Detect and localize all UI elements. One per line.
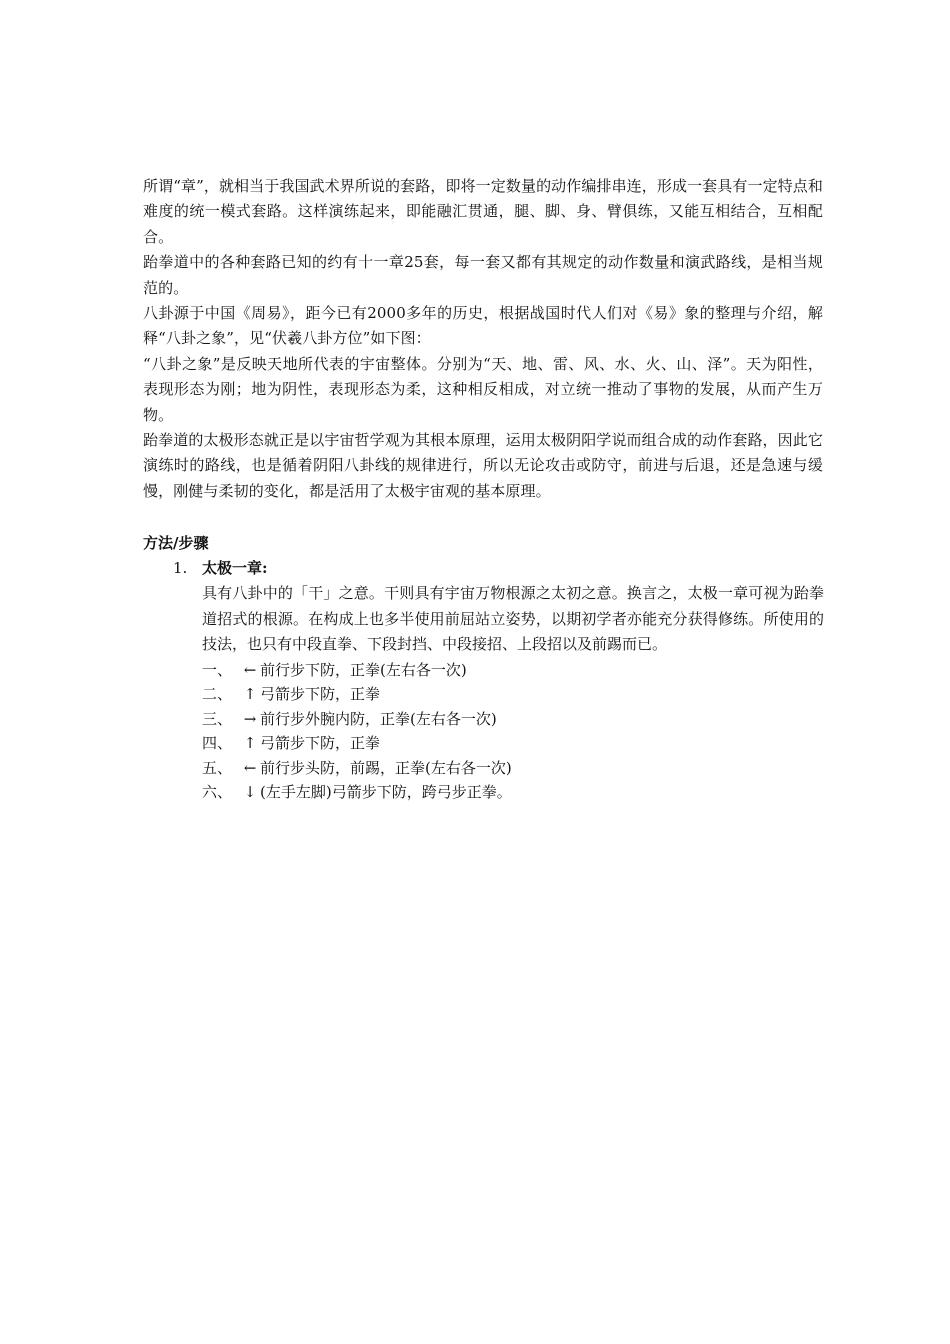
move-list <box>202 658 823 806</box>
move-item <box>202 707 823 732</box>
move-ordinal: 四、 <box>202 734 233 753</box>
paragraph-taiji-principle: 跆拳道的太极形态就正是以宇宙哲学观为其根本原理，运用太极阴阳学说而组合成的动作套路，因此它演练时的路线，也是循着阴阳八卦线的规律进行，所以无论攻击或防守，前进与后退，还是急速与缓慢，刚健与柔韧的变化，都是活用了太极宇宙观的基本原理。 <box>143 431 823 500</box>
arrow-down-icon: ↓ <box>243 783 257 802</box>
move-ordinal: 五、 <box>202 758 233 777</box>
arrow-left-icon: ← <box>243 660 257 679</box>
arrow-right-icon: → <box>243 709 257 728</box>
move-text: (左手左脚)弓箭步下防，跨弓步正拳。 <box>260 783 512 802</box>
arrow-up-icon: ↑ <box>243 685 257 704</box>
move-text: 弓箭步下防，正拳 <box>260 685 381 704</box>
move-ordinal: 二、 <box>202 685 233 704</box>
move-item <box>202 780 823 805</box>
move-item <box>202 682 823 707</box>
step-title: 太极一章: <box>202 559 268 578</box>
paragraph-zhang-definition: 所谓“章”，就相当于我国武术界所说的套路，即将一定数量的动作编排串连，形成一套具有一定特点和难度的统一模式套路。这样演练起来，即能融汇贯通，腿、脚、身、臂俱练，又能互相结合，互相配合。 <box>143 177 823 246</box>
move-text: 前行步外腕内防，正拳(左右各一次) <box>260 709 497 728</box>
move-item <box>202 658 823 683</box>
arrow-left-icon: ← <box>243 758 257 777</box>
move-text: 前行步下防，正拳(左右各一次) <box>260 660 467 679</box>
move-item <box>202 731 823 756</box>
move-item <box>202 756 823 781</box>
move-text: 弓箭步下防，正拳 <box>260 734 381 753</box>
move-text: 前行步头防，前踢，正拳(左右各一次) <box>260 758 512 777</box>
paragraph-routines-count: 跆拳道中的各种套路已知的约有十一章25套，每一套又都有其规定的动作数量和演武路线，是相当规范的。 <box>143 253 823 297</box>
section-title-methods: 方法/步骤 <box>143 534 209 553</box>
document-page <box>143 174 823 805</box>
move-ordinal: 三、 <box>202 709 233 728</box>
step-description: 具有八卦中的「干」之意。干则具有宇宙万物根源之太初之意。换言之，太极一章可视为跆拳道招式的根源。在构成上也多半使用前屈站立姿势，以期初学者亦能充分获得修练。所使用的技法，也只有中段直拳、下段封挡、中段接招、上段招以及前踢而已。 <box>202 584 824 654</box>
paragraph-bagua-image: “八卦之象”是反映天地所代表的宇宙整体。分别为“天、地、雷、风、水、火、山、泽”。天为阳性，表现形态为刚；地为阴性，表现形态为柔，这种相反相成，对立统一推动了事物的发展，从而产生万物。 <box>143 354 823 424</box>
step-number: 1. <box>173 559 188 578</box>
step-item <box>143 556 823 805</box>
paragraph-bagua-origin: 八卦源于中国《周易》，距今已有2000多年的历史，根据战国时代人们对《易》象的整理与介绍，解释“八卦之象”，见“伏羲八卦方位”如下图： <box>143 304 823 348</box>
move-ordinal: 六、 <box>202 783 233 802</box>
move-ordinal: 一、 <box>202 660 233 679</box>
arrow-up-icon: ↑ <box>243 734 257 753</box>
